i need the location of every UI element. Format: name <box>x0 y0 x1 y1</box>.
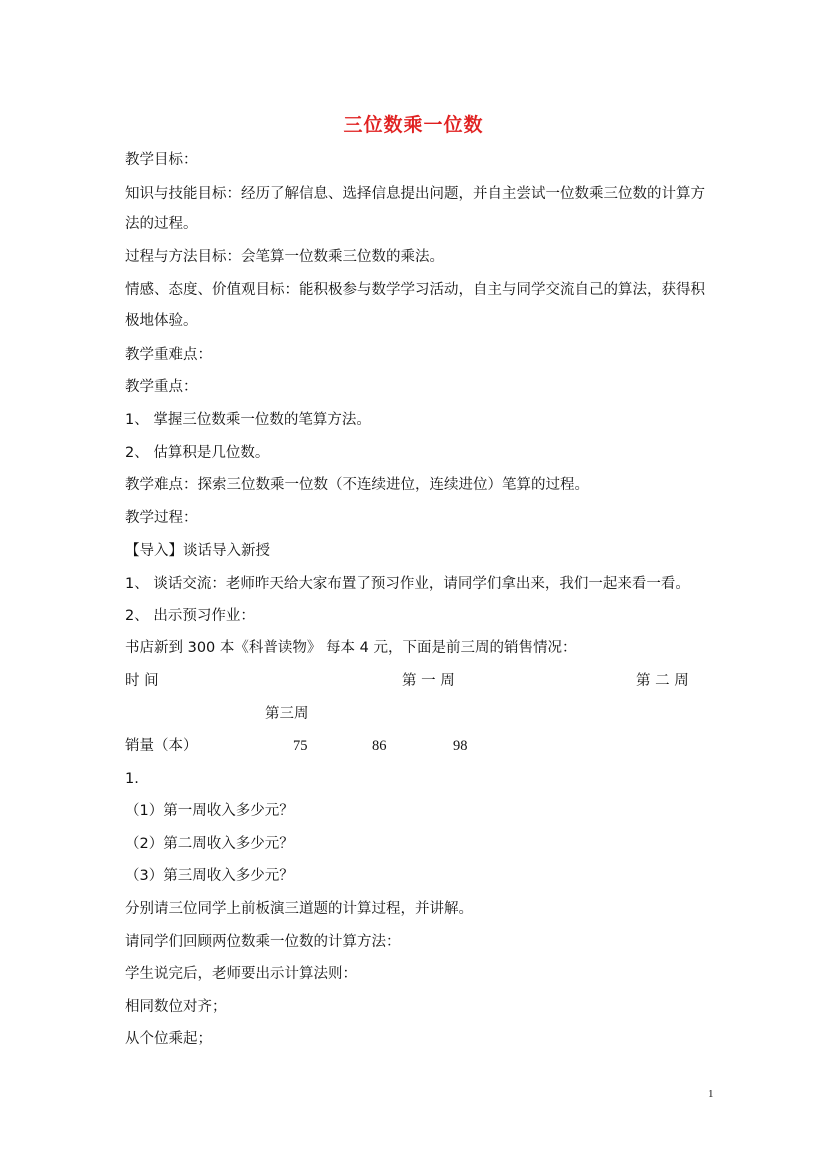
text-line: 教学重难点： <box>125 347 212 363</box>
page-number: 1 <box>708 1088 714 1100</box>
text-line: 从个位乘起； <box>125 1031 212 1047</box>
question-item: （3）第三周收入多少元？ <box>125 868 294 884</box>
text-line: 分别请三位同学上前板演三道题的计算过程，并讲解。 <box>125 901 473 917</box>
page-title: 三位数乘一位数 <box>343 114 484 136</box>
text-line: 1. <box>125 771 139 787</box>
list-item: 1、 谈话交流：老师昨天给大家布置了预习作业，请同学们拿出来，我们一起来看一看。 <box>125 576 690 592</box>
question-item: （2）第二周收入多少元？ <box>125 836 294 852</box>
list-item: 2、 估算积是几位数。 <box>125 445 270 461</box>
table-header-week3: 第三周 <box>265 706 309 722</box>
text-line: 过程与方法目标：会笔算一位数乘三位数的乘法。 <box>125 249 444 265</box>
table-row-label: 销量（本） <box>125 738 198 754</box>
text-line: 请同学们回顾两位数乘一位数的计算方法： <box>125 934 401 950</box>
table-header-week2: 第 二 周 <box>636 673 689 689</box>
table-header-time: 时 间 <box>125 673 159 689</box>
section-heading: 【导入】谈话导入新授 <box>125 543 270 559</box>
text-line: 知识与技能目标：经历了解信息、选择信息提出问题，并自主尝试一位数乘三位数的计算方 <box>125 186 705 202</box>
table-cell-week3: 98 <box>453 738 468 754</box>
text-line: 情感、态度、价值观目标：能积极参与数学学习活动，自主与同学交流自己的算法，获得积 <box>125 282 705 298</box>
text-line: 教学重点： <box>125 379 198 395</box>
list-item: 2、 出示预习作业： <box>125 608 255 624</box>
text-line: 书店新到 300 本《科普读物》 每本 4 元，下面是前三周的销售情况： <box>125 640 577 656</box>
table-cell-week1: 75 <box>293 738 308 754</box>
text-line: 极地体验。 <box>125 313 198 329</box>
question-item: （1）第一周收入多少元？ <box>125 803 294 819</box>
text-line: 学生说完后，老师要出示计算法则： <box>125 966 357 982</box>
table-cell-week2: 86 <box>372 738 387 754</box>
text-line: 教学过程： <box>125 510 198 526</box>
text-line: 教学目标： <box>125 152 198 168</box>
text-line: 教学难点：探索三位数乘一位数（不连续进位，连续进位）笔算的过程。 <box>125 477 589 493</box>
table-header-week1: 第 一 周 <box>402 673 455 689</box>
text-line: 相同数位对齐； <box>125 999 227 1015</box>
list-item: 1、 掌握三位数乘一位数的笔算方法。 <box>125 412 371 428</box>
text-line: 法的过程。 <box>125 216 198 232</box>
